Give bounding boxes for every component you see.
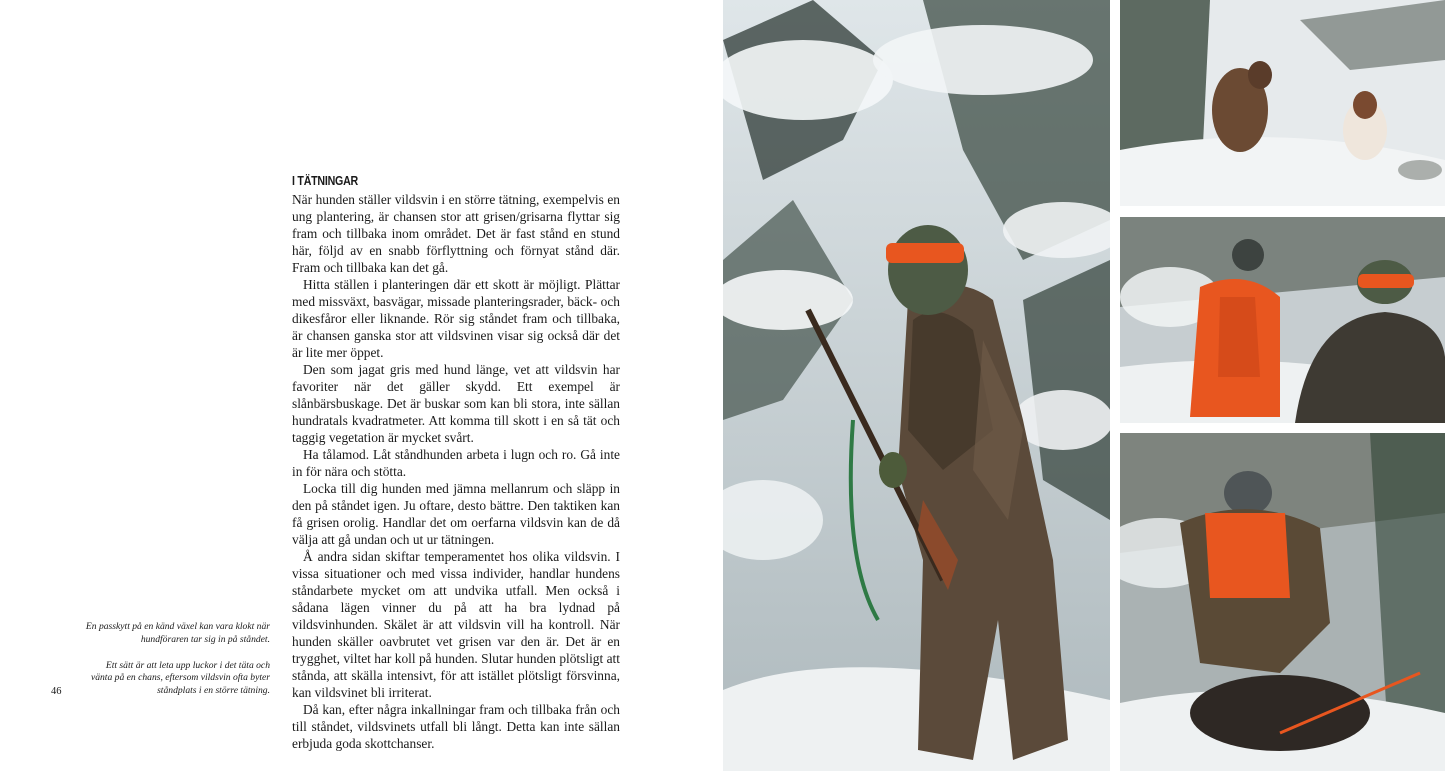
two-hunters-photo — [1120, 217, 1445, 423]
paragraph: Locka till dig hunden med jämna mellanrum och släpp in den på ståndet igen. Ju oftare, desto bättre. Den taktiken kan få grisen orolig. Handlar det om oerfarna vildsvin kan de då välja att gå undan och ut ur tätningen. — [292, 481, 620, 547]
body-text — [292, 191, 620, 752]
paragraph: Den som jagat gris med hund länge, vet att vildsvin har favoriter när det gäller skydd. Ett exempel är slånbärsbuskage. Det är buskar som kan bli stora, inte sällan hundratals kvadratmeter. Att komma till skott i en så tät och taggig vegetation är mycket svårt. — [292, 362, 620, 445]
paragraph: Då kan, efter några inkallningar fram och tillbaka från och till ståndet, vildsvinets utfall bli långt. Detta kan inte sällan erbjuda goda skottchanser. — [292, 702, 620, 751]
paragraph: Å andra sidan skiftar temperamentet hos olika vildsvin. I vissa situationer och med vissa individer, handlar hundens ståndarbete mycket om att undvika utfall. Men också i sådana lägen vinner du på att ha bra lydnad på vildsvinhunden. Skälet är att vildsvin vill ha kontroll. När hunden skäller oavbrutet vet grisen var den är. Det är en trygghet, viltet har koll på hunden. Slutar hunden plötsligt att stånda, att skälla intensivt, för att istället plötsligt försvinna, kan vildsvinet bli irriterat. — [292, 549, 620, 700]
paragraph: Hitta ställen i planteringen där ett skott är möjligt. Plättar med missväxt, basvägar, missade planteringsrader, bäck- och dikesfåror eller liknande. Rör sig ståndet fram och tillbaka, är chansen ganska stor att vildsvinen visar sig också där det är lite mer öppet. — [292, 277, 620, 360]
hunter-in-snow-photo — [723, 0, 1110, 771]
dogs-in-snow-photo — [1120, 0, 1445, 206]
hunter-with-boar-photo — [1120, 433, 1445, 771]
caption: En passkytt på en känd växel kan vara klokt när hundföraren tar sig in på ståndet. — [85, 621, 270, 645]
paragraph: När hunden ställer vildsvin i en större tätning, exempelvis en ung plantering, är chansen stor att grisen/grisarna flyttar sig fram och tillbaka inom området. Det är fast stånd en stund här, följd av en snabb förflyttning och förnyat stånd där. Fram och tillbaka kan det gå. — [292, 192, 620, 275]
page-number: 46 — [51, 686, 62, 697]
paragraph: Ha tålamod. Låt ståndhunden arbeta i lugn och ro. Gå inte in för nära och stötta. — [292, 447, 620, 479]
photo-captions — [84, 621, 270, 711]
caption: Ett sätt är att leta upp luckor i det täta och vänta på en chans, eftersom vildsvin ofta byter ståndplats i en större tätning. — [90, 659, 270, 697]
section-heading: I TÄTNINGAR — [292, 173, 358, 188]
